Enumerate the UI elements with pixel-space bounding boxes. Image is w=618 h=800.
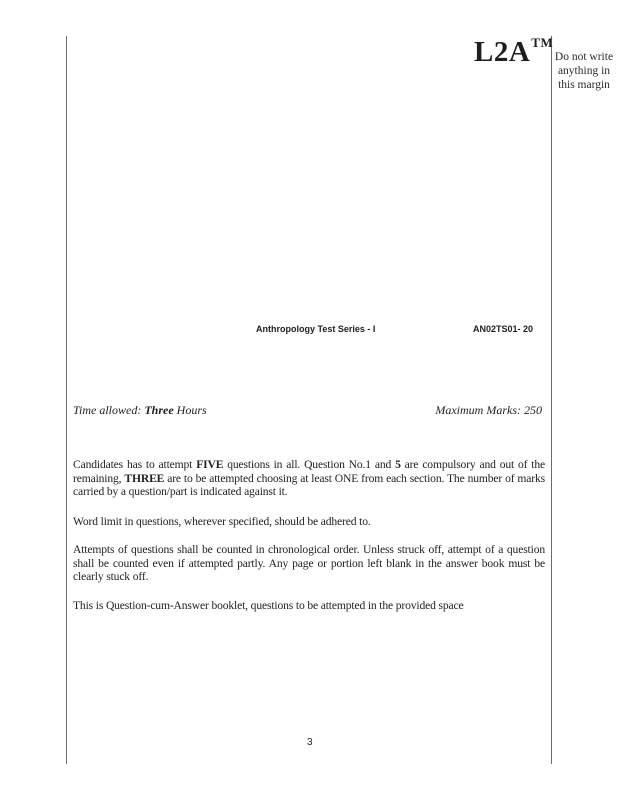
left-margin-rule: [66, 36, 67, 764]
instruction-word-limit: Word limit in questions, wherever specified, should be adhered to.: [73, 515, 371, 528]
maximum-marks: Maximum Marks: 250: [435, 403, 542, 417]
time-value: Three: [144, 403, 174, 417]
page-number: 3: [307, 737, 313, 748]
time-unit: Hours: [173, 403, 207, 417]
p1-a: Candidates has to attempt: [73, 458, 197, 471]
logo-text: L2A: [474, 36, 531, 68]
test-series-code: AN02TS01- 20: [473, 324, 534, 334]
p1-five: FIVE: [196, 458, 224, 471]
p1-g: are to be attempted choosing at least ONE from each section. The number of marks carried by a question/part is indicated against it.: [73, 471, 545, 498]
instruction-booklet: This is Question-cum-Answer booklet, questions to be attempted in the provided space: [73, 599, 464, 612]
p1-e: are compulsory and out of the remaining,: [73, 458, 546, 485]
time-label: Time allowed:: [73, 403, 145, 417]
brand-logo: [474, 36, 553, 69]
right-margin-rule: [551, 36, 552, 764]
margin-note: Do not write anything in this margin: [554, 51, 614, 92]
instruction-attempt-order: Attempts of questions shall be counted in chronological order. Unless struck off, attempt of a question shall be counted even if attempted partly. Any page or portion left blank in the answer book must be clearly stuck off.: [73, 543, 545, 583]
p1-three: THREE: [124, 471, 165, 485]
time-allowed: [73, 403, 207, 418]
trademark-mark: TM: [531, 35, 554, 50]
p1-c: questions in all. Question No.1 and: [223, 458, 396, 471]
test-series-title: Anthropology Test Series - I: [256, 324, 376, 334]
instruction-attempt-questions: [73, 458, 545, 499]
p1-five-num: 5: [395, 458, 401, 471]
